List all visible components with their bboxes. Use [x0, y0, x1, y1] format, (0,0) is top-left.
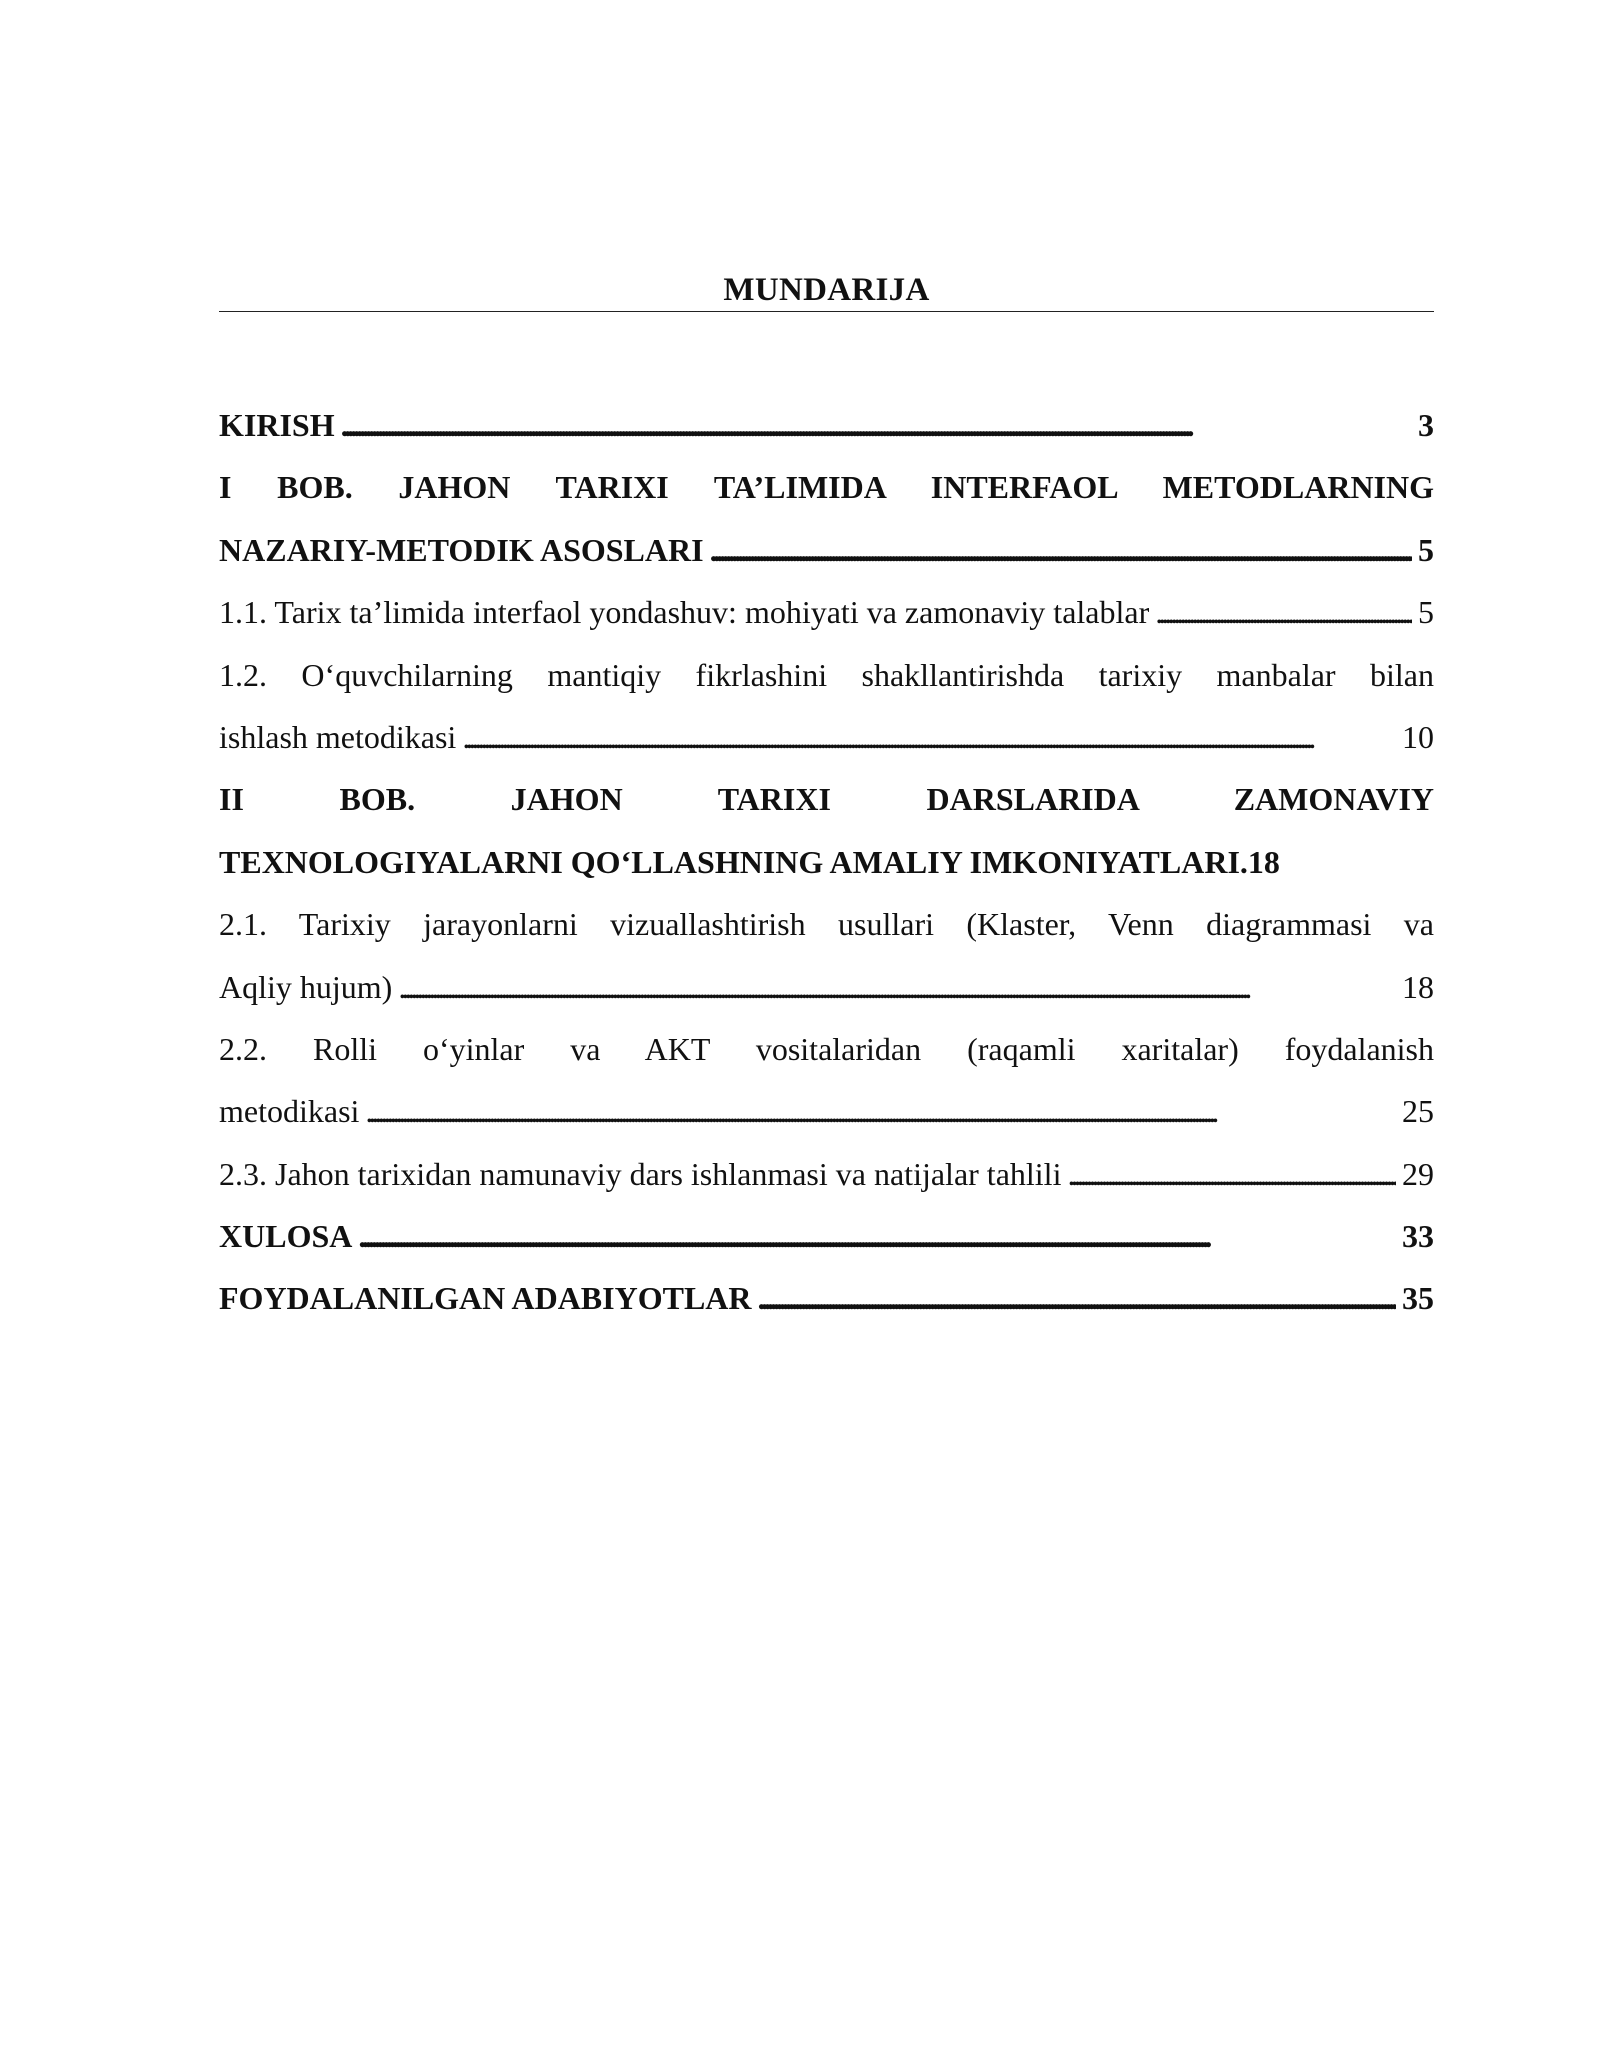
toc-entry-2-3[interactable] [219, 1143, 1434, 1205]
toc-entry-label: FOYDALANILGAN ADABIYOTLAR [219, 1280, 752, 1317]
toc-entry-label: 2.1. Tarixiy jarayonlarni vizuallashtirish usullari (Klaster, Venn diagrammasi va [219, 906, 1434, 943]
dot-leader [710, 519, 1412, 581]
toc-entry-2-2-cont[interactable] [219, 1080, 1434, 1142]
title-underline [219, 311, 1434, 312]
toc-entry-xulosa[interactable] [219, 1205, 1434, 1267]
dot-leader [758, 1267, 1397, 1329]
toc-entry-label: II BOB. JAHON TARIXI DARSLARIDA ZAMONAVIY [219, 781, 1434, 818]
toc-entry-1-2[interactable] [219, 644, 1434, 706]
toc-entry-label: metodikasi [219, 1093, 360, 1130]
toc-entry-2-1[interactable] [219, 893, 1434, 955]
toc-entry-references[interactable] [219, 1267, 1434, 1329]
toc-entry-1-2-cont[interactable] [219, 706, 1434, 768]
dot-leader [341, 394, 1412, 456]
toc-entry-label: I BOB. JAHON TARIXI TA’LIMIDA INTERFAOL METODLARNING [219, 469, 1434, 506]
toc-entry-label: ishlash metodikasi [219, 718, 457, 755]
toc-page-number: 33 [1402, 1218, 1434, 1255]
dot-leader [358, 1205, 1396, 1267]
toc-entry-chapter-2[interactable] [219, 768, 1434, 830]
toc-entry-2-2[interactable] [219, 1018, 1434, 1080]
dot-leader [1067, 1143, 1396, 1205]
toc-entry-label: 1.2. O‘quvchilarning mantiqiy fikrlashini shakllantirishda tarixiy manbalar bilan [219, 656, 1434, 693]
toc-page-number: 18 [1402, 968, 1434, 1005]
dot-leader [1155, 581, 1412, 643]
toc-entry-1-1[interactable] [219, 581, 1434, 643]
toc-entry-label: TEXNOLOGIYALARNI QO‘LLASHNING AMALIY IMKONIYATLARI.18 [219, 843, 1280, 880]
toc-entry-label: NAZARIY-METODIK ASOSLARI [219, 531, 704, 568]
toc-entry-label: 2.2. Rolli o‘yinlar va AKT vositalaridan (raqamli xaritalar) foydalanish [219, 1030, 1434, 1067]
toc-page-number: 25 [1402, 1093, 1434, 1130]
toc-entry-label: 1.1. Tarix ta’limida interfaol yondashuv: mohiyati va zamonaviy talablar [219, 594, 1150, 631]
toc-entry-label: XULOSA [219, 1218, 353, 1255]
toc-entry-chapter-1[interactable] [219, 456, 1434, 518]
dot-leader [462, 706, 1396, 768]
toc-page-number: 5 [1418, 594, 1434, 631]
toc-page-number: 3 [1418, 407, 1434, 443]
toc-entry-kirish[interactable] [219, 394, 1434, 456]
dot-leader [365, 1080, 1396, 1142]
dot-leader [398, 956, 1396, 1018]
toc-entry-label: Aqliy hujum) [219, 968, 393, 1005]
toc-entry-label: KIRISH [219, 407, 335, 443]
toc-entry-2-1-cont[interactable] [219, 956, 1434, 1018]
toc-page-number: 29 [1402, 1155, 1434, 1192]
toc-entry-label: 2.3. Jahon tarixidan namunaviy dars ishlanmasi va natijalar tahlili [219, 1155, 1062, 1192]
toc-entry-chapter-1-cont[interactable] [219, 519, 1434, 581]
toc-page-number: 5 [1418, 531, 1434, 568]
table-of-contents [219, 394, 1434, 1330]
toc-page-number: 10 [1402, 718, 1434, 755]
page-title: MUNDARIJA [723, 272, 930, 308]
toc-entry-chapter-2-cont[interactable] [219, 831, 1434, 893]
toc-page-number: 35 [1402, 1280, 1434, 1317]
